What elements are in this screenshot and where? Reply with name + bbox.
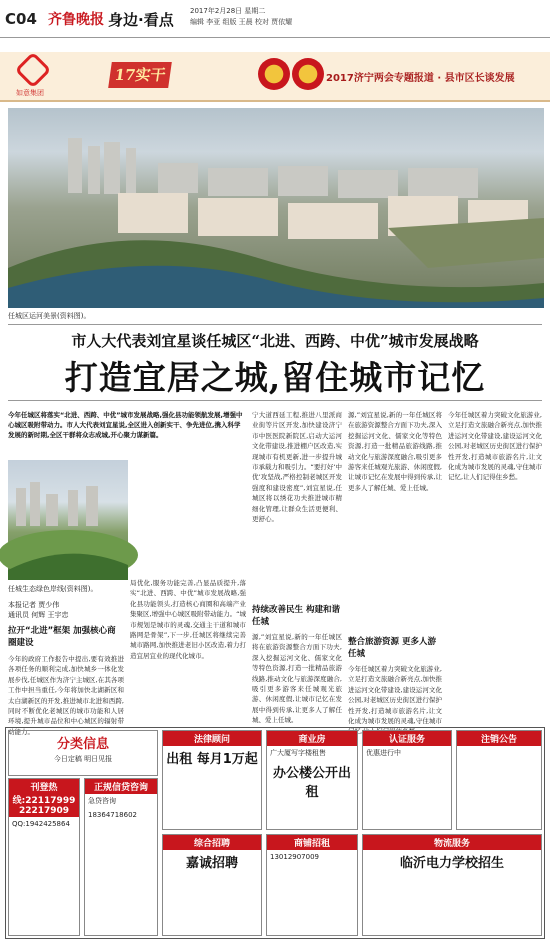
byline [8, 600, 68, 620]
subhead-north: 拉开“北进”框架 加强核心商圈建设 [8, 626, 116, 648]
ad-finance-head: 正规信贷咨询 [85, 779, 157, 794]
ad-qq: QQ:1942425864 [12, 820, 70, 828]
article-lead: 今年任城区将落实“北进、西跨、中优”城市发展战略,强化县功能领航发展,增强中心城区吸附带动力。市人大代表刘宜星说,全区进入创新实干、争先进位,携入科学发展的新时期,全区干群将众志成城,开心聚力谋新篇。 [8, 411, 243, 439]
classified-header [8, 730, 158, 776]
subhead-tourism: 整合旅游资源 更多人游任城 [348, 637, 436, 659]
ad-office: 办公楼公开出租 [272, 766, 351, 800]
article-col-2: 局优化,服务功能完善,凸显品质提升,落实“北进、西跨、中优”城市发展战略,强化县功能领头,打造核心商圈和高端产业集聚区,增强中心城区吸附带动能力。“城市规划是城市的灵魂,交通主干道和城市路网是骨架”,下一步,任城区将继续完善城市路网,加快推进老旧小区改造,着力打造宜居宜业的现代化城市。 [130, 579, 246, 660]
ad-finance-2: 急贷咨询 [88, 797, 116, 805]
divider [8, 400, 542, 401]
article-col-4b: 今年任城区着力突破文化旅游业,立足打造文旅融合新亮点,加快推进运河文化带建设,建设运河文化公园,对老城区历史街区进行保护性开发,打造城市旅游名片,让文化成为城市发展的灵魂,守住城市 忆 [348, 665, 442, 736]
ad-cert-head: 认证服务 [363, 731, 451, 746]
ad-finance [84, 778, 158, 936]
national-emblem-icon [258, 58, 290, 90]
article-col-3b: 源,”刘宜星说,新的一年任城区将在旅游资源整合方面下功夫,深入挖掘运河文化、儒家文化等特色资源,打造一批精品旅游线路,推动文化与旅游深度融合,吸引更多游客来任城观光旅游、休闲度假,让城市记忆在发展中得到传承,让更多人了解任城、爱上任城。 [252, 633, 342, 725]
photo-caption: 任城区运河美景(资料图)。 [8, 312, 91, 320]
article-col-4: 源,”刘宜星说,新的一年任城区将在旅游资源整合方面下功夫,深入挖掘运河文化、儒家文化等特色资源,打造一批精品旅游线路,推动文化与旅游深度融合,吸引更多游客来任城观光旅游、休闲度假,让城市记忆在发展中得到传承,让更多人了解任城、爱上任城。 [348, 411, 442, 492]
banner-logo-text: 如意集团 [16, 89, 44, 97]
ad-rent: 出租 每月1万起 [166, 752, 258, 767]
ad-school-title: 临沂电力学校招生 [399, 856, 504, 871]
ad-cert [362, 730, 452, 830]
cityscape-image [8, 108, 544, 308]
ad-recruit-head: 综合招聘 [163, 835, 261, 850]
ad-tel [8, 778, 80, 936]
header-editors: 编辑 李亚 组版 王晨 校对 贾依耀 [190, 18, 293, 26]
ad-shop [266, 834, 358, 936]
ad-cancel-head: 注销公告 [457, 731, 541, 746]
byline-reporter: 本报记者 贾少伟 [8, 601, 60, 609]
byline-correspondent: 通讯员 何辉 王宇忠 [8, 611, 69, 619]
banner-title: 2017济宁两会专题报道 · 县市区长谈发展 [326, 73, 515, 84]
ad-shop-head: 商铺招租 [267, 835, 357, 850]
ad-commercial-head: 商业房 [267, 731, 357, 746]
header-meta [190, 6, 292, 28]
ad-house: 广大厦写字楼租售 [270, 749, 326, 757]
green-park-photo [8, 460, 128, 580]
ad-cancel [456, 730, 542, 830]
classified-title: 分类信息 [56, 737, 109, 752]
ad-recruit-name: 嘉诚招聘 [185, 856, 238, 871]
section-title: 身边·看点 [108, 11, 174, 29]
shigan-badge: 17实干 [108, 62, 172, 88]
classified-subtitle: 今日定稿 明日见报 [53, 755, 113, 763]
page-number: C04 [5, 10, 37, 28]
article-col-3: 宁大道西延工程,推进八里派商业街等片区开发,加快建设济宁市中医医院新院区,启动大运河文化带建设,推进棚户区改造,实现城市有机更新,进一步提升城市承载力和吸引力。“要打好‘中优’攻坚战,严格控制老城区开发强度和建设密度”,刘宜星说,任城区将以绣花功夫推进城市精细化管理,让群众生活更便利、更舒心。 [252, 411, 342, 524]
ad-legal-head: 法律顾问 [163, 731, 261, 746]
ad-school [362, 834, 542, 936]
article-headline: 打造宜居之城,留住城市记忆 [64, 358, 486, 397]
city-photo [8, 108, 544, 308]
divider [8, 324, 542, 325]
ad-shop-tel: 13012907009 [270, 853, 319, 861]
ad-legal [162, 730, 262, 830]
ad-commercial [266, 730, 358, 830]
ad-edu: 优惠进行中 [366, 749, 401, 757]
article-col-1: 今年的政府工作报告中提出,要有效推进各项任务的顺利完成,加快城乡一体化发展步伐,任城区作为济宁主城区,在其各项工作中担当重任,今年将加快北湖新区和太白湖新区的开发,推进城市北进和西跨,同时不断优化老城区的城市功能和人居环境,提升城市品位和中心城区的辐射带动能力。 [8, 655, 124, 736]
photo2-caption: 任城生态绿色岸线(资料图)。 [8, 585, 98, 593]
classified-ads [5, 727, 545, 939]
cppcc-emblem-icon [292, 58, 324, 90]
ad-logistics-head: 物流服务 [363, 835, 541, 850]
ad-tel-head: 刊登热线:22117999 22217909 [9, 779, 79, 817]
ad-finance-tel: 18364718602 [88, 811, 137, 819]
park-image [8, 460, 128, 580]
subhead-livelihood: 持续改善民生 构建和谐任城 [252, 605, 340, 627]
newspaper-brand: 齐鲁晚报 [48, 12, 104, 28]
article-col-5: 今年任城区着力突破文化旅游业,立足打造文旅融合新亮点,加快推进运河文化带建设,建设运河文化公园,对老城区历史街区进行保护性开发,打造城市旅游名片,让文化成为城市发展的灵魂,守住城市记忆,让人们记得住乡愁。 [448, 411, 542, 482]
header-date: 2017年2月28日 星期二 [190, 7, 266, 15]
ad-recruit [162, 834, 262, 936]
article-kicker: 市人大代表刘宜星谈任城区“北进、西跨、中优”城市发展战略 [71, 332, 479, 350]
page-header [0, 0, 550, 38]
